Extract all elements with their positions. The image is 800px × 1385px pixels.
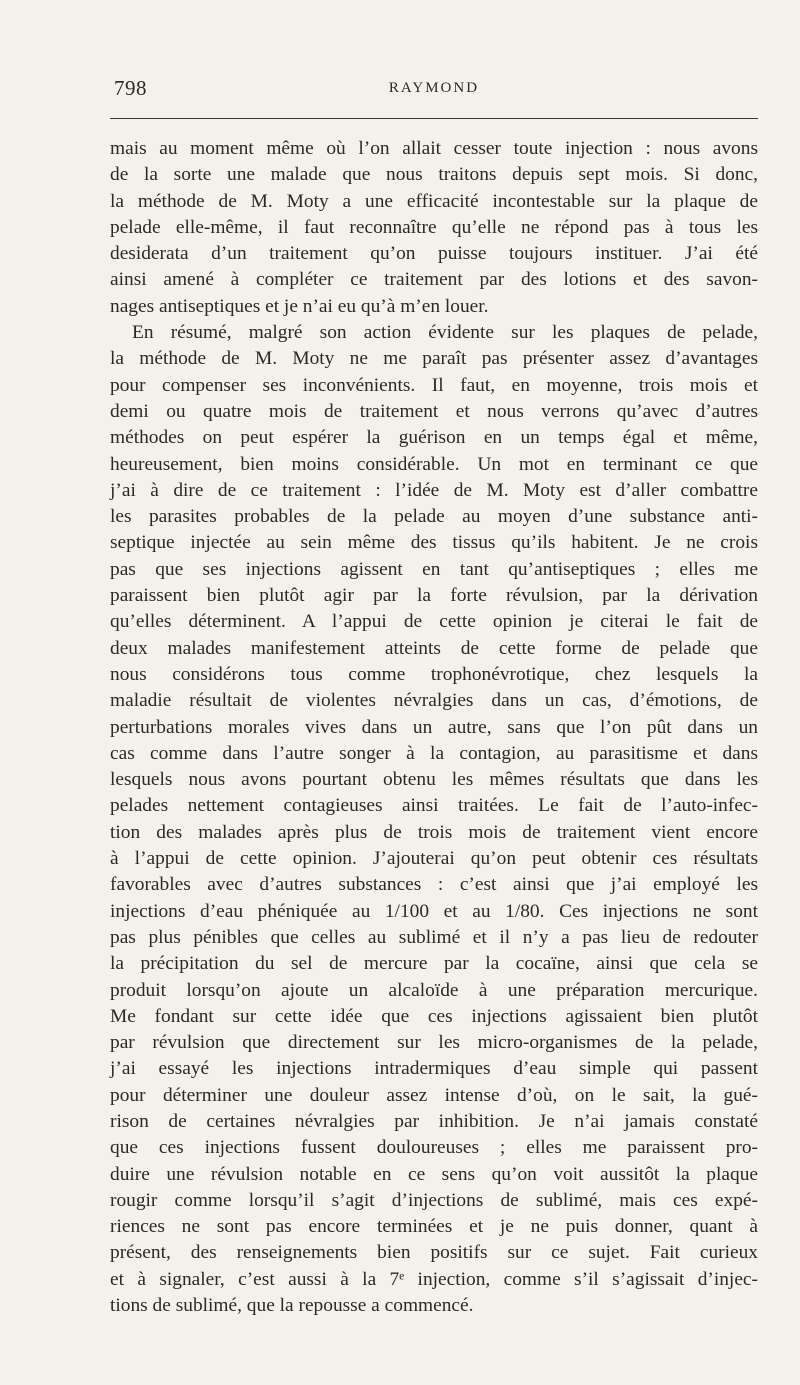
running-head: RAYMOND — [388, 80, 480, 96]
text-line: perturbations morales vives dans un autre, sans que l’on pût dans un — [110, 716, 758, 738]
text-line: et à signaler, c’est aussi à la 7ᵉ injection, comme s’il s’agissait d’injec- — [110, 1268, 758, 1290]
text-line: rougir comme lorsqu’il s’agit d’injections de sublimé, mais ces expé- — [110, 1189, 758, 1211]
text-line: pelade elle-même, il faut reconnaître qu’elle ne répond pas à tous les — [110, 216, 758, 238]
text-line: nages antiseptiques et je n’ai eu qu’à m’en louer. — [110, 295, 489, 317]
text-line: rison de certaines névralgies par inhibition. Je n’ai jamais constaté — [110, 1110, 758, 1132]
paragraph — [110, 136, 758, 320]
text-line: injections d’eau phéniquée au 1/100 et au 1/80. Ces injections ne sont — [110, 900, 758, 922]
text-line: mais au moment même où l’on allait cesser toute injection : nous avons — [110, 138, 758, 159]
text-line: pour déterminer une douleur assez intense d’où, on le sait, la gué- — [110, 1084, 758, 1106]
text-line: favorables avec d’autres substances : c’est ainsi que j’ai employé les — [110, 874, 758, 896]
text-line: la méthode de M. Moty a une efficacité incontestable sur la plaque de — [110, 190, 758, 212]
text-line: nous considérons tous comme trophonévrotique, chez lesquels la — [110, 663, 758, 685]
text-line: tion des malades après plus de trois mois de traitement vient encore — [110, 821, 758, 843]
body-text — [110, 136, 758, 1319]
text-line: desiderata d’un traitement qu’on puisse toujours instituer. J’ai été — [110, 243, 758, 265]
text-line: les parasites probables de la pelade au moyen d’une substance anti- — [110, 506, 758, 528]
text-line: ainsi amené à compléter ce traitement par des lotions et des savon- — [110, 269, 758, 291]
page-header — [110, 74, 758, 104]
text-line: duire une révulsion notable en ce sens qu’on voit aussitôt la plaque — [110, 1163, 758, 1185]
header-rule — [110, 118, 758, 119]
text-line: j’ai essayé les injections intradermiques d’eau simple qui passent — [110, 1058, 758, 1080]
text-line: pas que ses injections agissent en tant qu’antiseptiques ; elles me — [110, 558, 758, 580]
page-number: 798 — [114, 76, 147, 100]
text-line: de la sorte une malade que nous traitons depuis sept mois. Si donc, — [110, 164, 758, 186]
text-line: méthodes on peut espérer la guérison en un temps égal et même, — [110, 427, 758, 449]
text-line: la méthode de M. Moty ne me paraît pas présenter assez d’avantages — [110, 348, 758, 370]
text-line: que ces injections fussent douloureuses ; elles me paraissent pro- — [110, 1137, 758, 1159]
text-line: présent, des renseignements bien positifs sur ce sujet. Fait curieux — [110, 1242, 758, 1264]
text-line: la précipitation du sel de mercure par la cocaïne, ainsi que cela se — [110, 953, 758, 975]
text-line: En résumé, malgré son action évidente sur les plaques de pelade, — [132, 322, 758, 344]
text-line: riences ne sont pas encore terminées et je ne puis donner, quant à — [110, 1216, 758, 1238]
text-line: pas plus pénibles que celles au sublimé et il n’y a pas lieu de redouter — [110, 926, 758, 948]
paragraph — [110, 320, 758, 1319]
text-line: qu’elles déterminent. A l’appui de cette opinion je citerai le fait de — [110, 611, 758, 633]
text-line: paraissent bien plutôt agir par la forte révulsion, par la dérivation — [110, 585, 758, 607]
text-line: septique injectée au sein même des tissus qu’ils habitent. Je ne crois — [110, 532, 758, 554]
text-line: cas comme dans l’autre songer à la contagion, au parasitisme et dans — [110, 742, 758, 764]
text-line: pelades nettement contagieuses ainsi traitées. Le fait de l’auto-infec- — [110, 795, 758, 817]
text-line: j’ai à dire de ce traitement : l’idée de M. Moty est d’aller combattre — [110, 479, 758, 501]
text-line: maladie résultait de violentes névralgies dans un cas, d’émotions, de — [110, 690, 758, 712]
text-line: Me fondant sur cette idée que ces injections agissaient bien plutôt — [110, 1005, 758, 1027]
text-line: produit lorsqu’on ajoute un alcaloïde à une préparation mercurique. — [110, 979, 758, 1001]
text-line: à l’appui de cette opinion. J’ajouterai qu’on peut obtenir ces résultats — [110, 848, 758, 870]
text-line: tions de sublimé, que la repousse a commencé. — [110, 1295, 474, 1317]
text-line: deux malades manifestement atteints de cette forme de pelade que — [110, 637, 758, 659]
text-line: pour compenser ses inconvénients. Il faut, en moyenne, trois mois et — [110, 374, 758, 396]
text-line: heureusement, bien moins considérable. Un mot en terminant ce que — [110, 453, 758, 475]
text-line: par révulsion que directement sur les micro-organismes de la pelade, — [110, 1032, 758, 1054]
text-line: lesquels nous avons pourtant obtenu les mêmes résultats que dans les — [110, 769, 758, 791]
text-line: demi ou quatre mois de traitement et nous verrons qu’avec d’autres — [110, 400, 758, 422]
